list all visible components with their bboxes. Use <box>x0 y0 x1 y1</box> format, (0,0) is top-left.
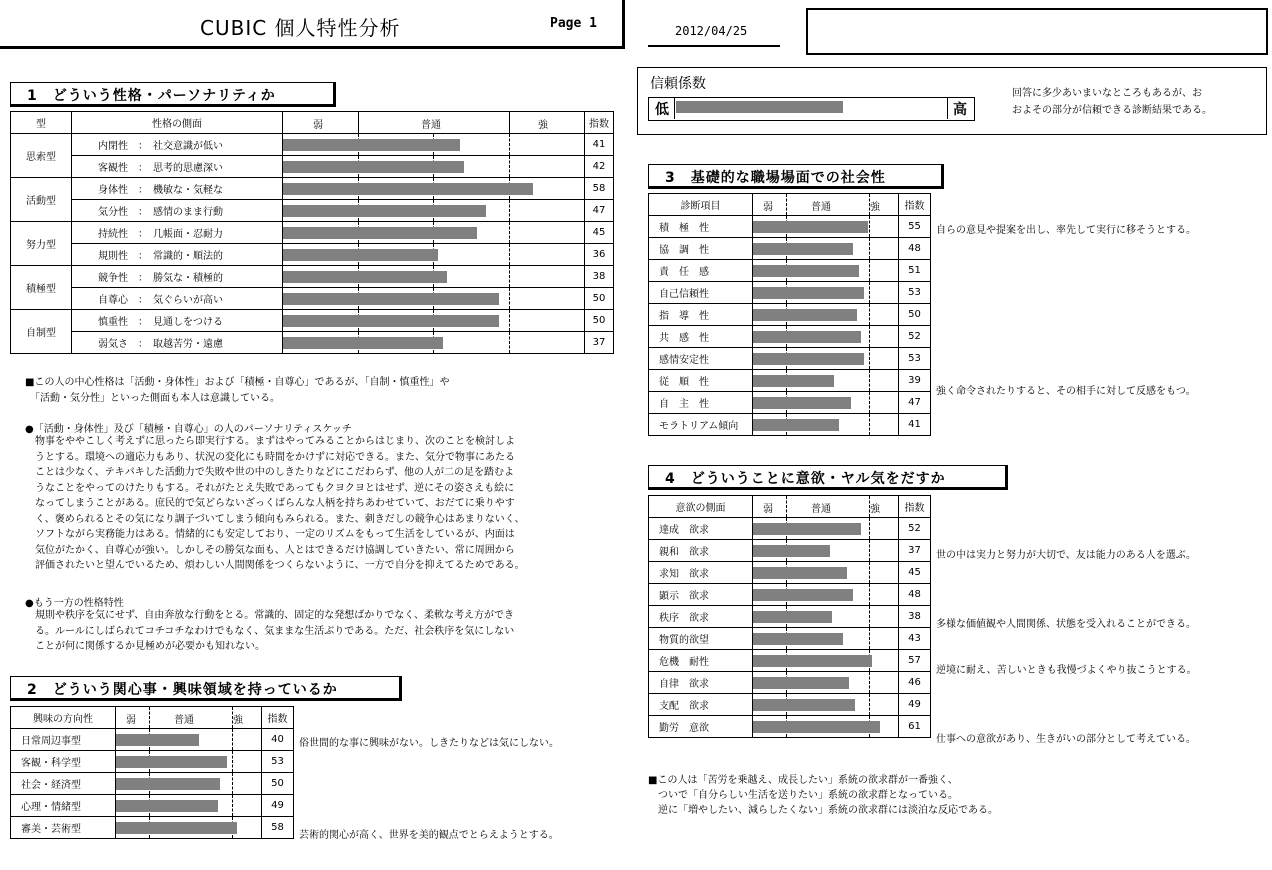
item-label: 共 感 性 <box>649 326 753 348</box>
scale-dashline <box>232 795 233 816</box>
bar-cell <box>753 304 899 326</box>
table-row <box>649 606 931 628</box>
reliability-comment-2: およその部分が信頼できる診断結果である。 <box>1012 105 1212 116</box>
scale-dashline <box>869 672 870 693</box>
table-row <box>11 332 614 354</box>
index-value: 47 <box>585 200 614 222</box>
index-value: 49 <box>262 795 294 817</box>
scale-dashline <box>509 244 510 265</box>
scale-dashline <box>149 707 150 728</box>
table-row <box>649 540 931 562</box>
score-bar <box>116 800 218 812</box>
col-index-header: 指数 <box>899 194 931 216</box>
scale-dashline <box>869 304 870 325</box>
scale-dashline <box>869 694 870 715</box>
row-comment: 俗世間的な事に興味がない。しきたりなどは気にしない。 <box>299 738 559 749</box>
gauge-divider-right <box>947 97 948 119</box>
item-label: 親和 欲求 <box>649 540 753 562</box>
scale-dashline <box>869 606 870 627</box>
table-row <box>649 672 931 694</box>
index-value: 46 <box>899 672 931 694</box>
scale-strong: 強 <box>233 715 243 726</box>
bar-cell <box>116 795 262 817</box>
col-index-header: 指数 <box>899 496 931 518</box>
scale-divider <box>509 112 510 133</box>
scale-dashline <box>232 751 233 772</box>
text-line: ことが何に関係するか見極めが必要かも知れない。 <box>25 641 265 652</box>
index-value: 37 <box>585 332 614 354</box>
score-bar <box>283 293 499 305</box>
section-2-heading: 2 どういう関心事・興味領域を持っているか <box>10 676 402 701</box>
text-line: なってしまうことがある。庶民的で気どらないざっくばらんな人柄を持ちあわせていて、おだてに乗りやす <box>25 498 515 509</box>
item-label: 達成 欲求 <box>649 518 753 540</box>
type-cell: 努力型 <box>11 222 72 266</box>
row-comment: 多様な価値観や人間関係、状態を受入れることができる。 <box>936 619 1196 630</box>
bar-cell <box>753 348 899 370</box>
table-row <box>11 729 294 751</box>
index-value: 58 <box>262 817 294 839</box>
scale-dashline <box>869 628 870 649</box>
score-bar <box>283 183 533 195</box>
bar-cell <box>283 266 585 288</box>
s1-note-1: ■この人の中心性格は「活動・身体性」および「積極・自尊心」であるが、「自制・慎重性」や <box>25 377 450 388</box>
table-row <box>649 238 931 260</box>
table-row <box>11 310 614 332</box>
other-trait-text <box>25 608 514 655</box>
col-index-header: 指数 <box>262 707 294 729</box>
score-bar <box>283 271 447 283</box>
item-label: 協 調 性 <box>649 238 753 260</box>
score-bar <box>753 655 872 667</box>
text-line: ソフトながら実務能力はある。情緒的にも安定しており、一定のリズムをもって生活をしているが、内面は <box>25 529 515 540</box>
score-bar <box>116 756 227 768</box>
index-value: 53 <box>899 282 931 304</box>
header-row <box>649 496 931 518</box>
index-value: 53 <box>262 751 294 773</box>
report-title: CUBIC 個人特性分析 <box>200 16 401 40</box>
item-label: 物質的欲望 <box>649 628 753 650</box>
table-row <box>649 650 931 672</box>
header-row <box>11 707 294 729</box>
score-bar <box>753 221 868 233</box>
table-row <box>11 178 614 200</box>
bar-cell <box>116 751 262 773</box>
s1-note-2: 「活動・気分性」といった側面も本人は意識している。 <box>25 393 280 404</box>
table-row <box>649 694 931 716</box>
type-cell: 自制型 <box>11 310 72 354</box>
score-bar <box>116 734 199 746</box>
index-value: 45 <box>585 222 614 244</box>
s4-note-3: 逆に「増やしたい、減らしたくない」系統の欲求群には淡泊な反応である。 <box>648 805 998 816</box>
score-bar <box>753 309 857 321</box>
scale-dashline <box>232 773 233 794</box>
bar-cell <box>283 288 585 310</box>
item-label: 審美・芸術型 <box>11 817 116 839</box>
score-bar <box>116 822 237 834</box>
item-label: モラトリアム傾向 <box>649 414 753 436</box>
scale-dashline <box>869 370 870 391</box>
score-bar <box>283 205 486 217</box>
sketch-text <box>25 434 525 574</box>
bar-cell <box>753 370 899 392</box>
index-value: 41 <box>899 414 931 436</box>
index-value: 40 <box>262 729 294 751</box>
row-comment: 強く命令されたりすると、その相手に対して反感をもつ。 <box>936 386 1196 397</box>
index-value: 51 <box>899 260 931 282</box>
scale-dashline <box>509 222 510 243</box>
score-bar <box>753 419 839 431</box>
scale-dashline <box>869 282 870 303</box>
bar-cell <box>753 518 899 540</box>
scale-dashline <box>869 238 870 259</box>
col-aspect-header: 性格の側面 <box>72 112 283 134</box>
text-line: 評価されたいと望んでいるため、煩わしい人間関係をつくらないように、一方で自分を抑えてるためである。 <box>25 560 525 571</box>
table-row <box>11 817 294 839</box>
scale-dashline <box>869 348 870 369</box>
scale-normal: 普通 <box>174 715 194 726</box>
index-value: 48 <box>899 238 931 260</box>
table-row <box>649 282 931 304</box>
row-comment: 自らの意見や提案を出し、率先して実行に移そうとする。 <box>936 225 1196 236</box>
type-cell: 活動型 <box>11 178 72 222</box>
bar-cell <box>753 414 899 436</box>
scale-header <box>753 194 899 216</box>
section-4-heading: 4 どういうことに意欲・ヤル気をだすか <box>648 465 1008 490</box>
aspect-label: 客観性 ： 思考的思慮深い <box>72 156 283 178</box>
table-row <box>649 260 931 282</box>
section-3-heading: 3 基礎的な職場場面での社会性 <box>648 164 944 189</box>
col-aspect-header: 興味の方向性 <box>11 707 116 729</box>
scale-dashline <box>869 584 870 605</box>
page-label: Page 1 <box>550 16 597 31</box>
personality-table <box>10 111 614 354</box>
item-label: 自己信頼性 <box>649 282 753 304</box>
score-bar <box>283 249 438 261</box>
item-label: 積 極 性 <box>649 216 753 238</box>
scale-dashline <box>869 414 870 435</box>
text-line: ことは少なく、テキパキした活動力で失敗や世の中のしきたりなどにこだわらず、他の人が二の足を踏むよ <box>25 467 514 478</box>
item-label: 支配 欲求 <box>649 694 753 716</box>
aspect-label: 慎重性 ： 見通しをつける <box>72 310 283 332</box>
text-line: く、褒められるとその気になり調子づいてしまう傾向もみられる。また、刺きだしの競争心はあまりないく、 <box>25 513 525 525</box>
table-row <box>649 326 931 348</box>
scale-weak: 弱 <box>126 715 136 726</box>
score-bar <box>283 161 464 173</box>
text-line: 気位がたかく、自尊心が強い。しかしその勝気な面も、人とはできるだけ協調していきたい、常に周囲から <box>25 544 515 556</box>
row-comment: 仕事への意欲があり、生きがいの部分として考えている。 <box>936 734 1196 745</box>
score-bar <box>753 287 864 299</box>
item-label: 自律 欲求 <box>649 672 753 694</box>
table-row <box>649 370 931 392</box>
score-bar <box>283 337 443 349</box>
text-line: 規則や秩序を気にせず、自由奔放な行動をとる。常識的、固定的な発想ばかりでなく、柔軟な考え方ができ <box>25 610 514 621</box>
index-value: 45 <box>899 562 931 584</box>
index-value: 52 <box>899 518 931 540</box>
scale-strong: 強 <box>870 202 880 213</box>
s4-note-1: ■この人は「苦労を乗越え、成長したい」系統の欲求群が一番強く、 <box>648 775 958 786</box>
scale-dashline <box>232 707 233 728</box>
score-bar <box>753 633 843 645</box>
scale-dashline <box>786 496 787 517</box>
item-label: 心理・情緒型 <box>11 795 116 817</box>
scale-dashline <box>509 266 510 287</box>
score-bar <box>753 611 832 623</box>
interest-table <box>10 706 294 839</box>
bar-cell <box>116 817 262 839</box>
item-label: 日常周辺事型 <box>11 729 116 751</box>
index-value: 49 <box>899 694 931 716</box>
table-row <box>11 795 294 817</box>
reliability-high: 高 <box>953 102 967 118</box>
bar-cell <box>753 282 899 304</box>
table-row <box>649 562 931 584</box>
scale-dashline <box>509 134 510 155</box>
bar-cell <box>283 310 585 332</box>
reliability-comment-1: 回答に多少あいまいなところもあるが、お <box>1012 88 1202 99</box>
sketch-title: ●「活動・身体性」及び「積極・自尊心」の人のパーソナリティスケッチ <box>25 424 352 435</box>
bar-cell <box>283 156 585 178</box>
score-bar <box>283 315 499 327</box>
table-row <box>649 304 931 326</box>
scale-dashline <box>869 540 870 561</box>
item-label: 指 導 性 <box>649 304 753 326</box>
index-value: 38 <box>899 606 931 628</box>
s4-note-2: ついで「自分らしい生活を送りたい」系統の欲求群となっている。 <box>648 790 958 801</box>
score-bar <box>753 567 847 579</box>
col-aspect-header: 意欲の側面 <box>649 496 753 518</box>
index-value: 50 <box>585 288 614 310</box>
scale-dashline <box>509 156 510 177</box>
scale-dashline <box>869 326 870 347</box>
bar-cell <box>116 729 262 751</box>
col-index-header: 指数 <box>585 112 614 134</box>
aspect-label: 持続性 ： 几帳面・忍耐力 <box>72 222 283 244</box>
reliability-title: 信頼係数 <box>650 76 706 92</box>
bar-cell <box>753 392 899 414</box>
bar-cell <box>753 650 899 672</box>
aspect-label: 内閉性 ： 社交意識が低い <box>72 134 283 156</box>
scale-normal: 普通 <box>421 120 441 131</box>
bar-cell <box>116 773 262 795</box>
table-row <box>11 244 614 266</box>
reliability-bar <box>676 101 843 113</box>
item-label: 客観・科学型 <box>11 751 116 773</box>
row-comment: 世の中は実力と努力が大切で、友は能力のある人を選ぶ。 <box>936 550 1196 561</box>
col-type-header: 型 <box>11 112 72 134</box>
scale-dashline <box>509 310 510 331</box>
index-value: 47 <box>899 392 931 414</box>
index-value: 55 <box>899 216 931 238</box>
bar-cell <box>753 694 899 716</box>
item-label: 求知 欲求 <box>649 562 753 584</box>
bar-cell <box>753 562 899 584</box>
scale-header <box>116 707 262 729</box>
index-value: 39 <box>899 370 931 392</box>
table-row <box>11 266 614 288</box>
col-aspect-header: 診断項目 <box>649 194 753 216</box>
bar-cell <box>283 244 585 266</box>
reliability-low: 低 <box>655 102 669 118</box>
scale-dashline <box>869 260 870 281</box>
item-label: 感情安定性 <box>649 348 753 370</box>
item-label: 秩序 欲求 <box>649 606 753 628</box>
table-row <box>649 518 931 540</box>
index-value: 53 <box>899 348 931 370</box>
scale-weak: 弱 <box>763 202 773 213</box>
bar-cell <box>753 584 899 606</box>
bar-cell <box>753 216 899 238</box>
score-bar <box>753 677 849 689</box>
bar-cell <box>753 260 899 282</box>
scale-dashline <box>509 288 510 309</box>
index-value: 36 <box>585 244 614 266</box>
item-label: 責 任 感 <box>649 260 753 282</box>
text-line: うとする。環境への適応力もあり、状況の変化にも時間をかけずに対応できる。また、気分で物事にあたる <box>25 451 515 463</box>
score-bar <box>753 331 861 343</box>
index-value: 50 <box>585 310 614 332</box>
scale-dashline <box>869 216 870 237</box>
index-value: 50 <box>262 773 294 795</box>
scale-dashline <box>509 332 510 353</box>
item-label: 危機 耐性 <box>649 650 753 672</box>
report-date: 2012/04/25 <box>675 24 748 38</box>
aspect-label: 弱気さ ： 取越苦労・遠慮 <box>72 332 283 354</box>
text-line: 物事をややこしく考えずに思ったら即実行する。まずはやってみることからはじまり、次のことを検討しよ <box>25 436 515 447</box>
bar-cell <box>753 606 899 628</box>
scale-dashline <box>869 518 870 539</box>
table-row <box>649 216 931 238</box>
aspect-label: 身体性 ： 機敏な・気軽な <box>72 178 283 200</box>
row-comment: 芸術的関心が高く、世界を美的観点でとらえようとする。 <box>299 830 559 841</box>
index-value: 37 <box>899 540 931 562</box>
aspect-label: 規則性 ： 常識的・順法的 <box>72 244 283 266</box>
sociality-table <box>648 193 931 436</box>
text-line: うなことをやってのけたりもする。それがたとえ失敗であってもクヨクヨとはせず、逆にその姿さえも絵に <box>25 482 515 494</box>
table-row <box>649 584 931 606</box>
table-row <box>649 392 931 414</box>
score-bar <box>283 139 460 151</box>
scale-normal: 普通 <box>811 504 831 515</box>
scale-header <box>283 112 585 134</box>
type-cell: 思索型 <box>11 134 72 178</box>
item-label: 社会・経済型 <box>11 773 116 795</box>
scale-dashline <box>786 194 787 215</box>
scale-weak: 弱 <box>763 504 773 515</box>
item-label: 顕示 欲求 <box>649 584 753 606</box>
text-line: る。ルールにしばられてコチコチなわけでもなく、気ままな生活ぶりである。ただ、社会秩序を気にしない <box>25 625 515 637</box>
motivation-table <box>648 495 931 738</box>
score-bar <box>753 243 853 255</box>
gauge-divider-left <box>674 97 675 119</box>
index-value: 58 <box>585 178 614 200</box>
bar-cell <box>283 178 585 200</box>
scale-weak: 弱 <box>313 120 323 131</box>
header-row <box>649 194 931 216</box>
aspect-label: 自尊心 ： 気ぐらいが高い <box>72 288 283 310</box>
table-row <box>11 773 294 795</box>
score-bar <box>753 265 859 277</box>
type-cell: 積極型 <box>11 266 72 310</box>
scale-dashline <box>869 392 870 413</box>
index-value: 38 <box>585 266 614 288</box>
bar-cell <box>753 540 899 562</box>
index-value: 57 <box>899 650 931 672</box>
table-row <box>11 222 614 244</box>
table-row <box>11 156 614 178</box>
bar-cell <box>753 716 899 738</box>
index-value: 48 <box>899 584 931 606</box>
score-bar <box>753 721 880 733</box>
bar-cell <box>283 332 585 354</box>
table-row <box>649 628 931 650</box>
score-bar <box>753 545 830 557</box>
scale-divider <box>358 112 359 133</box>
scale-normal: 普通 <box>811 202 831 213</box>
bar-cell <box>283 200 585 222</box>
scale-dashline <box>509 200 510 221</box>
score-bar <box>753 397 851 409</box>
index-value: 42 <box>585 156 614 178</box>
scale-strong: 強 <box>870 504 880 515</box>
bar-cell <box>753 628 899 650</box>
scale-dashline <box>869 194 870 215</box>
table-row <box>11 134 614 156</box>
other-trait-title: ●もう一方の性格特性 <box>25 598 124 609</box>
score-bar <box>753 375 834 387</box>
table-row <box>649 414 931 436</box>
bar-cell <box>753 672 899 694</box>
table-row <box>11 751 294 773</box>
score-bar <box>753 523 861 535</box>
item-label: 従 順 性 <box>649 370 753 392</box>
scale-dashline <box>869 562 870 583</box>
scale-dashline <box>232 729 233 750</box>
aspect-label: 競争性 ： 勝気な・積極的 <box>72 266 283 288</box>
bar-cell <box>753 238 899 260</box>
index-value: 61 <box>899 716 931 738</box>
table-row <box>11 200 614 222</box>
table-row <box>649 348 931 370</box>
date-underline <box>648 45 780 47</box>
scale-header <box>753 496 899 518</box>
aspect-label: 気分性 ： 感情のまま行動 <box>72 200 283 222</box>
scale-dashline <box>869 496 870 517</box>
name-box <box>806 8 1268 55</box>
bar-cell <box>283 222 585 244</box>
section-1-heading: 1 どういう性格・パーソナリティか <box>10 82 336 107</box>
row-comment: 逆境に耐え、苦しいときも我慢づよくやり抜こうとする。 <box>936 665 1197 676</box>
bar-cell <box>753 326 899 348</box>
bar-cell <box>283 134 585 156</box>
item-label: 勤労 意欲 <box>649 716 753 738</box>
index-value: 50 <box>899 304 931 326</box>
score-bar <box>116 778 220 790</box>
score-bar <box>753 353 864 365</box>
index-value: 41 <box>585 134 614 156</box>
table-row <box>649 716 931 738</box>
table-row <box>11 288 614 310</box>
score-bar <box>283 227 477 239</box>
scale-strong: 強 <box>538 120 548 131</box>
score-bar <box>753 699 855 711</box>
score-bar <box>753 589 853 601</box>
index-value: 52 <box>899 326 931 348</box>
item-label: 自 主 性 <box>649 392 753 414</box>
index-value: 43 <box>899 628 931 650</box>
